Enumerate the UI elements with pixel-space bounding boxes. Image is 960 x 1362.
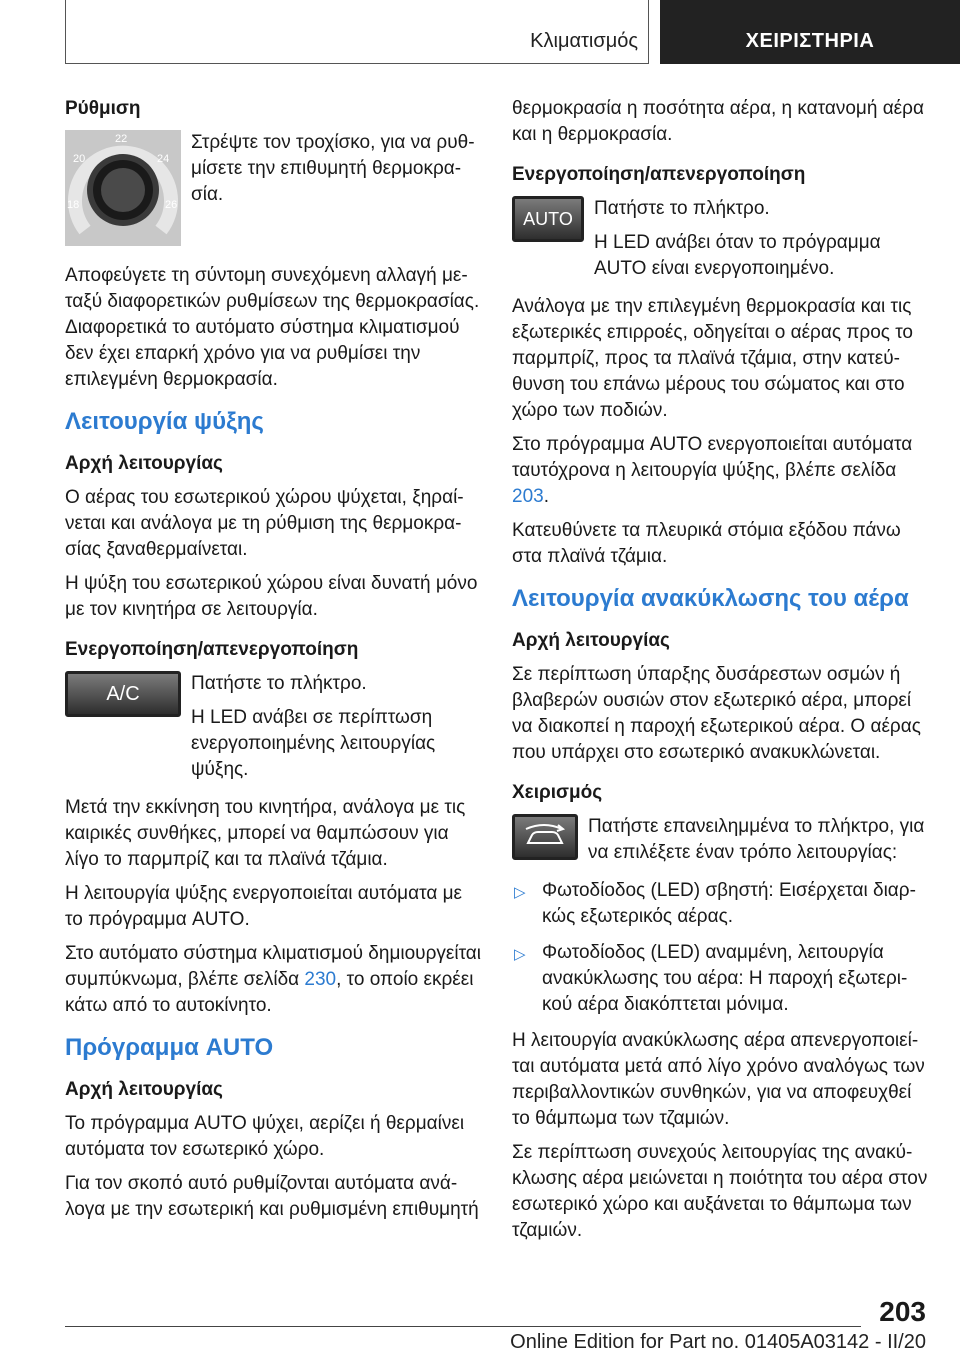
ac-button-figure [65, 671, 481, 783]
page-link[interactable]: 203 [512, 486, 544, 507]
ac-press-text: Πατήστε το πλήκτρο. [191, 673, 367, 694]
knob-label: 24 [157, 153, 170, 165]
knob-caption: Στρέψτε τον τροχίσκο, για να ρυθμίσετε την επιθυμητή θερμοκρασία. [191, 132, 475, 205]
triangle-bullet-icon: ▷ [514, 946, 526, 963]
heading-principle: Αρχή λειτουργίας [512, 630, 670, 651]
header-box [65, 0, 649, 64]
heading-cooling: Λειτουργία ψύξης [65, 408, 264, 435]
left-column [65, 96, 481, 1223]
list-item-text: Φωτοδίοδος (LED) σβηστή: Εισέρχεται διαρκώς εξωτερικός αέρας. [542, 880, 916, 927]
auto-cooling-paragraph [512, 432, 928, 510]
auto-paragraph-2: Για τον σκοπό αυτό ρυθμίζονται αυτόματα ανάλογα με την εσωτερική και ρυθμισμένη επιθυμητή [65, 1173, 479, 1220]
heading-onoff: Ενεργοποίηση/απενεργοποίηση [512, 164, 806, 185]
heading-principle: Αρχή λειτουργίας [65, 453, 223, 474]
cooling-paragraph: Ο αέρας του εσωτερικού χώρου ψύχεται, ξηραίνεται και ανάλογα με τη ρύθμιση της θερμοκρασίας ξαναθερμαίνεται. [65, 487, 464, 560]
auto-button-figure [512, 196, 928, 282]
auto-led-text: Η LED ανάβει όταν το πρόγραμμα AUTO είναι ενεργοποιημένο. [594, 232, 881, 279]
edition-text: Online Edition for Part no. 01405A03142 - II/20 [510, 1331, 926, 1353]
recirc-long-paragraph: Σε περίπτωση συνεχούς λειτουργίας της ανακύκλωσης αέρα μειώνεται η ποιότητα του αέρα στον εσωτερικό χώρο και αυξάνεται το θάμπωμα των τζαμιών. [512, 1142, 928, 1241]
temperature-knob-image [65, 130, 181, 251]
list-item [512, 940, 928, 1018]
avoid-paragraph: Αποφεύγετε τη σύντομη συνεχόμενη αλλαγή μεταξύ διαφορετικών ρυθμίσεων της θερμοκρασίας. Διαφορετικά το αυτόματο σύστημα κλιματισμού δεν έχει επαρκή χρόνο για να ρυθμίσει την επιλεγμένη θερμοκρασία. [65, 265, 480, 390]
mode-list [512, 878, 928, 1018]
list-item [512, 878, 928, 930]
auto-button[interactable]: AUTO [512, 196, 584, 242]
triangle-bullet-icon: ▷ [514, 884, 526, 901]
auto-cooling-text: Στο πρόγραμμα AUTO ενεργοποιείται αυτόματα ταυτόχρονα η λειτουργία ψύξης, βλέπε σελίδα [512, 434, 913, 481]
right-column [512, 96, 928, 1244]
heading-auto: Πρόγραμμα AUTO [65, 1034, 274, 1061]
knob-label: 18 [67, 199, 80, 211]
heading-onoff: Ενεργοποίηση/απενεργοποίηση [65, 639, 359, 660]
section-title: Κλιματισμός [530, 30, 638, 52]
knob-figure [65, 130, 481, 251]
condensate-paragraph [65, 941, 481, 1019]
ac-led-text: Η LED ανάβει σε περίπτωση ενεργοποιημένης λειτουργίας ψύξης. [191, 707, 436, 780]
vents-paragraph: Κατευθύνετε τα πλευρικά στόμια εξόδου πάνω στα πλαϊνά τζάμια. [512, 520, 901, 567]
ac-button[interactable]: A/C [65, 671, 181, 717]
knob-label: 20 [73, 153, 86, 165]
heading-rythmisi: Ρύθμιση [65, 98, 141, 119]
car-recirculation-icon [522, 823, 568, 851]
footer-divider [65, 1326, 861, 1327]
recirculation-paragraph: Σε περίπτωση ύπαρξης δυσάρεστων οσμών ή βλαβερών ουσιών στον εξωτερικό αέρα, μπορεί να διακοπεί η παροχή εξωτερικού αέρα. Ο αέρας που υπάρχει στο εσωτερικό ανακυκλώνεται. [512, 664, 921, 763]
recirc-press-text: Πατήστε επανειλημμένα το πλήκτρο, για να επιλέξετε έναν τρόπο λειτουργίας: [588, 816, 925, 863]
recirculation-button[interactable] [512, 814, 578, 860]
chapter-tab[interactable]: ΧΕΙΡΙΣΤΗΡΙΑ [660, 0, 960, 64]
recirc-off-paragraph: Η λειτουργία ανακύκλωσης αέρα απενεργοποιείται αυτόματα μετά από λίγο χρόνο αναλόγως των περιβαλλοντικών συνθηκών, για να αποφευχθεί το θάμπωμα των τζαμιών. [512, 1030, 925, 1129]
cooling-engine-paragraph: Η ψύξη του εσωτερικού χώρου είναι δυνατή μόνο με τον κινητήρα σε λειτουργία. [65, 573, 478, 620]
knob-label: 22 [115, 133, 128, 145]
air-direction-paragraph: Ανάλογα με την επιλεγμένη θερμοκρασία και τις εξωτερικές επιρροές, οδηγείται ο αέρας προς το παρμπρίζ, προς τα πλαϊνά τζάμια, στην κατεύθυνση του επάνω μέρους του σώματος και στο χώρο των ποδιών. [512, 296, 913, 421]
auto-paragraph: Το πρόγραμμα AUTO ψύχει, αερίζει ή θερμαίνει αυτόματα τον εσωτερικό χώρο. [65, 1113, 465, 1160]
auto-cooling-text-end: . [543, 486, 549, 507]
continuation-paragraph: θερμοκρασία η ποσότητα αέρα, η κατανομή αέρα και η θερμοκρασία. [512, 98, 924, 145]
condensate-text: Στο αυτόματο σύστημα κλιματισμού δημιουργείται συμπύκνωμα, βλέπε σελίδα [65, 943, 482, 990]
heading-recirculation: Λειτουργία ανακύκλωσης του αέρα [512, 585, 909, 612]
recirc-button-figure [512, 814, 928, 866]
heading-operation: Χειρισμός [512, 782, 603, 803]
knob-label: 26 [165, 199, 178, 211]
after-start-paragraph: Μετά την εκκίνηση του κινητήρα, ανάλογα με τις καιρικές συνθήκες, μπορεί να θαμπώσουν για λίγο το παρμπρίζ και τα πλαϊνά τζάμια. [65, 797, 466, 870]
auto-cooling-paragraph: Η λειτουργία ψύξης ενεργοποιείται αυτόματα με το πρόγραμμα AUTO. [65, 883, 463, 930]
condensate-text-end: , το οποίο εκρέει κάτω από το αυτοκίνητο. [65, 969, 474, 1016]
list-item-text: Φωτοδίοδος (LED) αναμμένη, λειτουργία ανακύκλωσης του αέρα: Η παροχή εξωτερικού αέρα διακόπτεται μόνιμα. [542, 942, 908, 1015]
auto-press-text: Πατήστε το πλήκτρο. [594, 198, 770, 219]
page-link[interactable]: 230 [304, 969, 337, 990]
heading-principle: Αρχή λειτουργίας [65, 1079, 223, 1100]
page-number: 203 [879, 1296, 926, 1327]
